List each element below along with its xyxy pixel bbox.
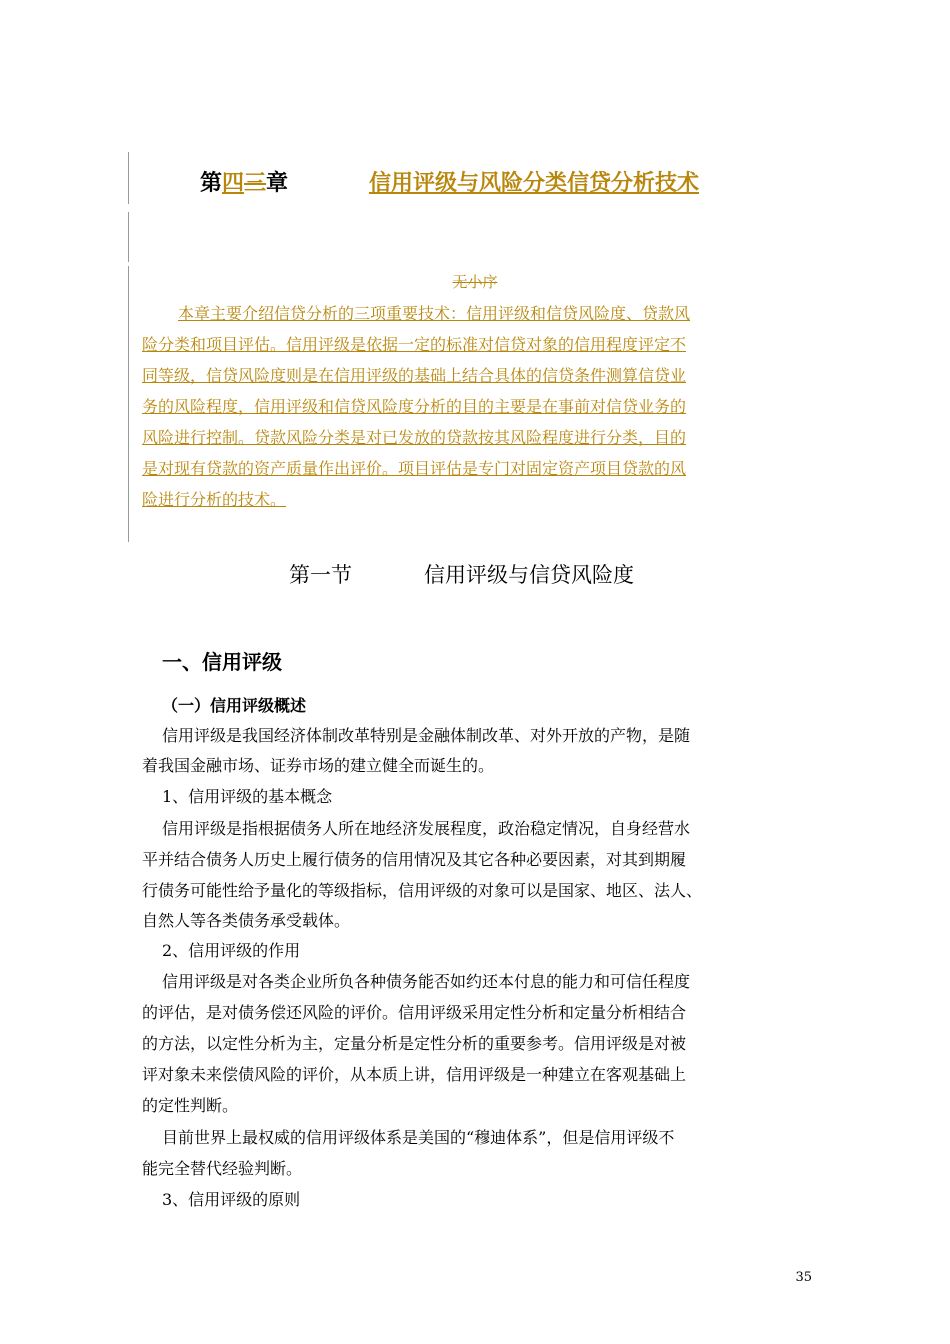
abstract-line: 险进行分析的技术。 [142,490,287,509]
abstract-line: 同等级，信贷风险度则是在信用评级的基础上结合具体的信贷条件测算信贷业 [142,366,687,385]
abstract-line: 风险进行控制。贷款风险分类是对已发放的贷款按其风险程度进行分类，目的 [142,428,687,447]
abstract-line: 本章主要介绍信贷分析的三项重要技术：信用评级和信贷风险度、贷款风 [178,304,691,323]
page-number: 35 [795,1270,812,1285]
revision-change-bar [128,212,129,262]
abstract-line: 险分类和项目评估。信用评级是依据一定的标准对信贷对象的信用程度评定不 [142,335,687,354]
paragraph-line: 自然人等各类债务承受载体。 [142,911,351,930]
paragraph-line: 的定性判断。 [142,1096,239,1115]
subheading-line: 2、信用评级的作用 [162,941,301,960]
heading-level-2: （一）信用评级概述 [162,696,307,715]
section-title [0,557,950,593]
chapter-label-suffix: 章 [266,171,289,196]
paragraph-line: 信用评级是我国经济体制改革特别是金融体制改革、对外开放的产物，是随 [162,726,691,745]
paragraph-line: 行债务可能性给予量化的等级指标，信用评级的对象可以是国家、地区、法人、 [142,881,703,900]
paragraph-line: 着我国金融市场、证券市场的建立健全而诞生的。 [142,756,495,775]
abstract-line: 是对现有贷款的资产质量作出评价。项目评估是专门对固定资产项目贷款的风 [142,459,687,478]
paragraph-line: 信用评级是对各类企业所负各种债务能否如约还本付息的能力和可信任程度 [162,972,691,991]
section-name: 信用评级与信贷风险度 [424,563,634,587]
abstract-heading: 无小序 [452,273,498,291]
chapter-number-inserted: 四 [222,171,245,196]
paragraph-line: 能完全替代经验判断。 [142,1159,303,1178]
paragraph-line: 的评估，是对债务偿还风险的评价。信用评级采用定性分析和定量分析相结合 [142,1003,687,1022]
chapter-label [200,166,288,202]
abstract-line: 务的风险程度，信用评级和信贷风险度分析的目的主要是在事前对信贷业务的 [142,397,687,416]
paragraph-line: 的方法，以定性分析为主，定量分析是定性分析的重要参考。信用评级是对被 [142,1034,687,1053]
subheading-line: 3、信用评级的原则 [162,1190,301,1209]
paragraph-line: 信用评级是指根据债务人所在地经济发展程度，政治稳定情况，自身经营水 [162,819,691,838]
subheading-line: 1、信用评级的基本概念 [162,787,333,806]
heading-level-1: 一、信用评级 [162,650,282,674]
paragraph-line: 平并结合债务人历史上履行债务的信用情况及其它各种必要因素，对其到期履 [142,850,687,869]
chapter-title [0,166,950,202]
paragraph-line: 评对象未来偿债风险的评价，从本质上讲，信用评级是一种建立在客观基础上 [142,1065,687,1084]
chapter-name: 信用评级与风险分类信贷分析技术 [369,171,700,196]
chapter-label-prefix: 第 [200,171,223,196]
paragraph-line: 目前世界上最权威的信用评级体系是美国的“穆迪体系”，但是信用评级不 [162,1128,675,1147]
chapter-number-deleted: 三 [244,171,267,196]
revision-change-bar [128,266,129,542]
section-number: 第一节 [289,563,352,587]
